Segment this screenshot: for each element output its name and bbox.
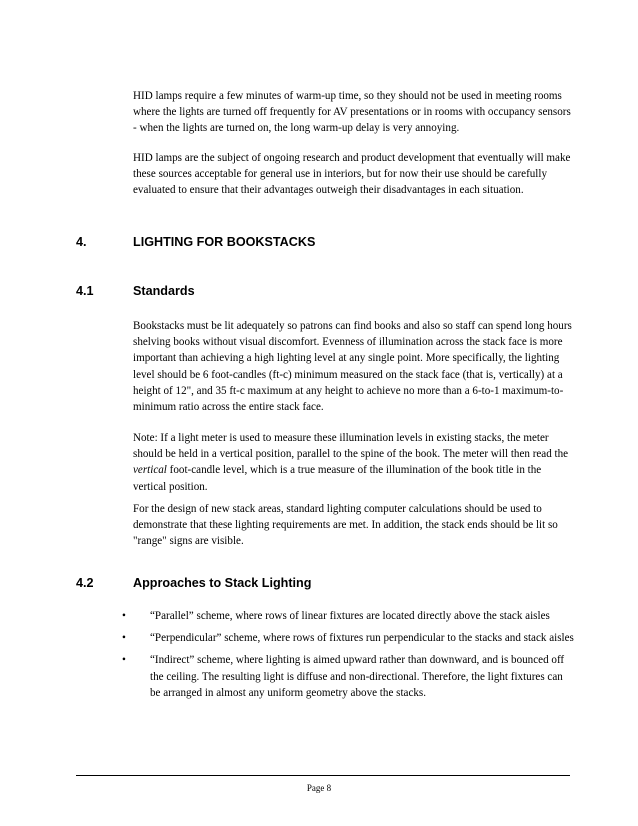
bullet-icon: • [122,610,126,622]
list-item [122,608,575,624]
section-4-title: LIGHTING FOR BOOKSTACKS [133,235,316,249]
section-4-number: 4. [76,235,87,249]
paragraph-hid-warmup: HID lamps require a few minutes of warm-up time, so they should not be used in meeting rooms where the lights are turned off frequently for AV presentations or in rooms with occupancy sensors - when the lights are turned on, the long warm-up delay is very annoying. [133,90,571,135]
paragraph-new-stack-design: For the design of new stack areas, standard lighting computer calculations should be used to demonstrate that these lighting requirements are met. In addition, the stack ends should be lit so "range" signs are visible. [133,503,558,548]
note-text-start: Note: If a light meter is used to measure these illumination levels in existing stacks, the meter should be held in a vertical position, parallel to the spine of the book. The meter will then read the [133,432,569,461]
bullet-icon: • [122,632,126,645]
list-item-text: “Indirect” scheme, where lighting is aimed upward rather than downward, and is bounced off the ceiling. The resulting light is diffuse and non-directional. Therefore, the light fixtures can be arranged in almost any uniform geometry above the stacks. [150,654,565,699]
section-4-1-title: Standards [133,284,195,298]
list-item [122,652,575,701]
section-4-2-title: Approaches to Stack Lighting [133,576,312,590]
paragraph-hid-research: HID lamps are the subject of ongoing research and product development that eventually will make these sources acceptable for general use in interiors, but for now their use should be carefully evaluated to ensure that their advantages outweigh their disadvantages in each situation. [133,152,571,197]
note-text-end: foot-candle level, which is a true measure of the illumination of the book title in the vertical position. [133,464,542,493]
page-number: Page 8 [306,783,332,793]
bullet-icon: • [122,654,126,667]
footer-divider [76,775,570,776]
list-item-text: “Perpendicular” scheme, where rows of fixtures run perpendicular to the stacks and stack aisles [150,632,574,645]
list-item-text: “Parallel” scheme, where rows of linear fixtures are located directly above the stack aisles [150,610,550,622]
paragraph-light-meter-note [133,430,575,495]
section-4-1-number: 4.1 [76,284,94,298]
stack-lighting-approaches-list [122,608,575,707]
paragraph-bookstack-standards: Bookstacks must be lit adequately so patrons can find books and also so staff can spend long hours shelving books without visual discomfort. Evenness of illumination across the stack face is more important than achieving a high lighting level at any single point. More specifically, the lighting level should be 6 foot-candles (ft-c) minimum measured on the stack face (that is, vertically) at a height of 12", and 35 ft-c maximum at any height to achieve no more than a 6-to-1 maximum-to-minimum ratio across the entire stack face. [133,320,572,414]
list-item [122,630,575,646]
section-4-2-number: 4.2 [76,576,94,590]
note-italic-vertical: vertical [133,464,167,477]
